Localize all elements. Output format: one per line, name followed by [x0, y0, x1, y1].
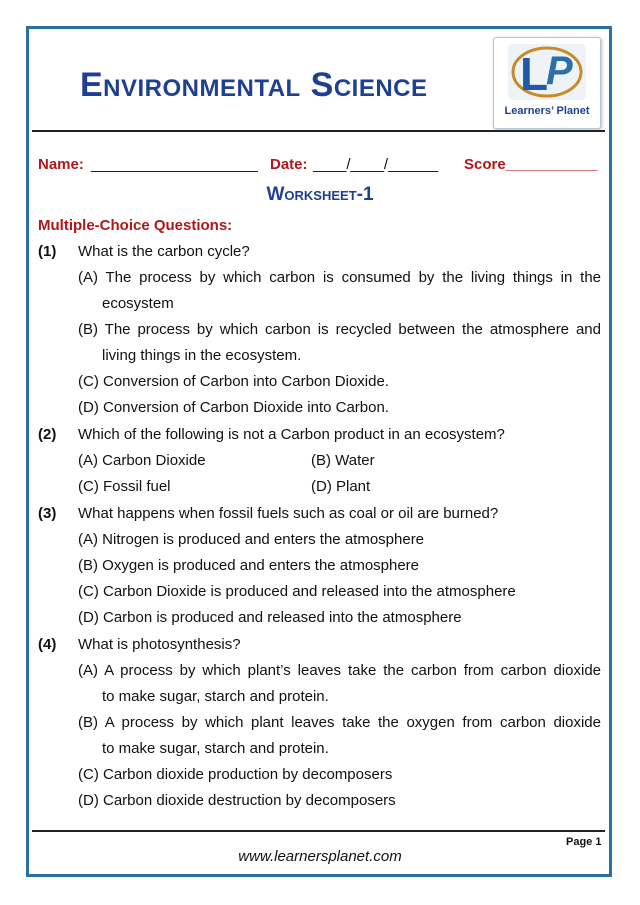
option-d[interactable]: (D) Plant — [311, 478, 371, 495]
svg-text:P: P — [546, 49, 573, 93]
option-c[interactable]: (C) Carbon dioxide production by decomposers — [78, 766, 393, 783]
option-a-continued: ecosystem — [102, 295, 174, 312]
question-text: What happens when fossil fuels such as coal or oil are burned? — [78, 505, 499, 522]
page-title: Environmental Science — [80, 66, 428, 104]
option-b-continued: living things in the ecosystem. — [102, 347, 302, 364]
option-b-continued: to make sugar, starch and protein. — [102, 740, 329, 757]
header-divider — [32, 130, 605, 132]
score-field[interactable]: Score___________ — [464, 156, 598, 173]
option-a[interactable]: (A) Nitrogen is produced and enters the atmosphere — [78, 531, 425, 548]
question-number: (4) — [38, 636, 57, 653]
option-a[interactable]: (A) A process by which plant’s leaves take the carbon from carbon dioxide — [78, 662, 601, 679]
svg-text:L: L — [520, 48, 549, 100]
question-number: (2) — [38, 426, 57, 443]
option-a[interactable]: (A) Carbon Dioxide — [78, 452, 206, 469]
option-b[interactable]: (B) The process by which carbon is recycled between the atmosphere and — [78, 321, 601, 338]
question-number: (1) — [38, 243, 57, 260]
option-b[interactable]: (B) Water — [311, 452, 375, 469]
option-d[interactable]: (D) Carbon dioxide destruction by decomposers — [78, 792, 396, 809]
section-heading: Multiple-Choice Questions: — [38, 217, 233, 234]
option-c[interactable]: (C) Conversion of Carbon into Carbon Dioxide. — [78, 373, 389, 390]
worksheet-title: Worksheet-1 — [266, 184, 374, 205]
option-c[interactable]: (C) Fossil fuel — [78, 478, 171, 495]
page-number: Page 1 — [566, 836, 602, 848]
option-d[interactable]: (D) Carbon is produced and released into the atmosphere — [78, 609, 462, 626]
option-c[interactable]: (C) Carbon Dioxide is produced and released into the atmosphere — [78, 583, 516, 600]
footer-divider — [32, 830, 605, 832]
footer-url-link[interactable]: www.learnersplanet.com — [238, 848, 402, 865]
option-d[interactable]: (D) Conversion of Carbon Dioxide into Carbon. — [78, 399, 389, 416]
name-field[interactable]: ____________________ — [91, 156, 258, 173]
date-label: Date: — [270, 156, 308, 173]
learners-planet-logo — [493, 37, 601, 129]
option-a-continued: to make sugar, starch and protein. — [102, 688, 329, 705]
question-text: Which of the following is not a Carbon product in an ecosystem? — [78, 426, 505, 443]
option-a[interactable]: (A) The process by which carbon is consumed by the living things in the — [78, 269, 601, 286]
logo-caption: Learners’ Planet — [504, 105, 590, 117]
date-field[interactable]: ____/____/______ — [313, 156, 439, 173]
question-text: What is the carbon cycle? — [78, 243, 250, 260]
option-b[interactable]: (B) Oxygen is produced and enters the atmosphere — [78, 557, 420, 574]
question-text: What is photosynthesis? — [78, 636, 241, 653]
option-b[interactable]: (B) A process by which plant leaves take the oxygen from carbon dioxide — [78, 714, 601, 731]
question-number: (3) — [38, 505, 57, 522]
name-label: Name: — [38, 156, 84, 173]
lp-logo-icon — [494, 38, 600, 104]
